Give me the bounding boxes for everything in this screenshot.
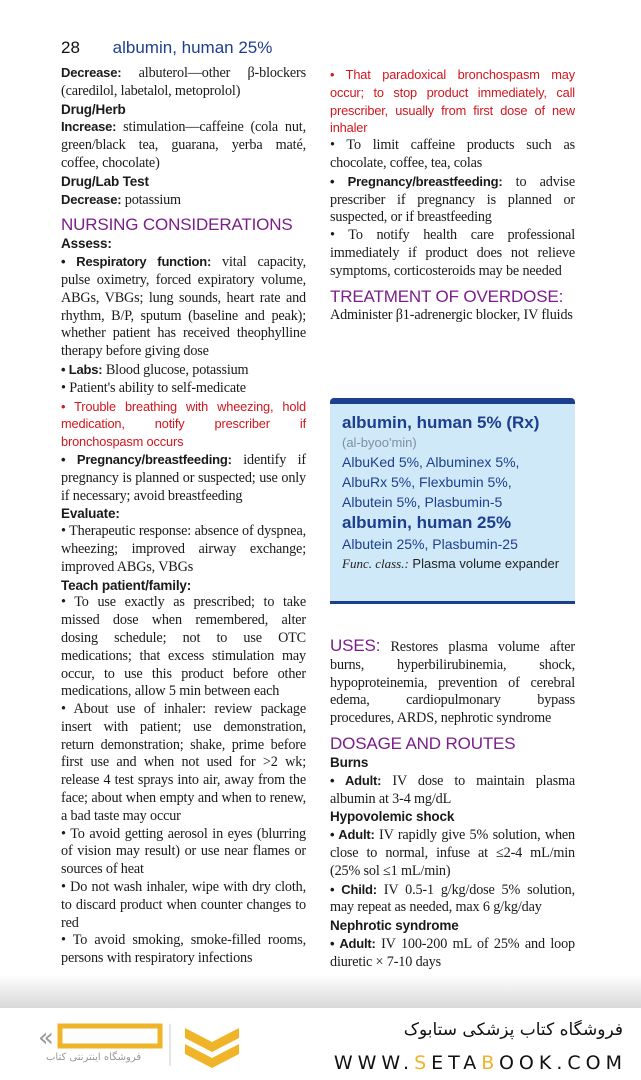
drug-name-secondary: albumin, human 25%: [342, 513, 512, 532]
pronunciation: (al-byoo'min): [342, 435, 417, 450]
trade-names: AlbuKed 5%, Albuminex 5%, AlbuRx 5%, Flexbumin 5%, Albutein 5%, Plasbumin-5: [342, 454, 520, 510]
paragraph-text: • About use of inhaler: review package insert with patient; use demonstration, return demonstration; shake, prime before first use and when not used for >2 wk; release 4 test sprays into air, away from the face; about when empty and when to renew, a bad taste may occur: [61, 701, 306, 824]
paragraph: [330, 173, 575, 227]
paragraph: [61, 253, 306, 361]
setabook-logo: [30, 1020, 250, 1070]
subheading: Nephrotic syndrome: [330, 918, 459, 934]
url-part: ETA: [431, 1052, 482, 1074]
paragraph-text: • Do not wash inhaler, wipe with dry cloth, to discard product when counter changes to red: [61, 879, 306, 931]
paragraph-text: • Patient's ability to self-medicate: [61, 379, 246, 396]
paragraph: [61, 451, 306, 505]
paragraph-text: IV 100-200 mL of 25% and loop diuretic × 7-10 days: [330, 935, 575, 970]
paragraph: [61, 701, 306, 826]
warning-text: • Trouble breathing with wheezing, hold medication, notify prescriber if bronchospasm occurs: [61, 398, 306, 450]
paragraph: [330, 137, 575, 173]
subheading: Evaluate:: [61, 506, 120, 522]
paragraph: [330, 935, 575, 972]
paragraph-lead: USES:: [330, 636, 381, 655]
paragraph-lead: • Pregnancy/breastfeeding:: [61, 451, 232, 467]
paragraph-text: Restores plasma volume after burns, hyperbilirubinemia, shock, hypoproteinemia, prevention of cerebral edema, cardiopulmonary bypass procedures, ARDS, nephrotic syndrome: [330, 639, 575, 727]
section-heading: TREATMENT OF OVERDOSE:: [330, 286, 564, 306]
url-part: OOK.COM: [498, 1052, 627, 1074]
paragraph-lead: • Adult:: [330, 772, 382, 788]
paragraph: [61, 523, 306, 576]
paragraph: [61, 118, 306, 172]
store-name: فروشگاه کتاب پزشکی ستابوک: [403, 1020, 623, 1040]
svg-text:«: «: [38, 1023, 54, 1053]
paragraph-lead: Decrease:: [61, 65, 122, 80]
paragraph-text: vital capacity, pulse oximetry, forced expiratory volume, ABGs, VBGs; lung sounds, heart rate and rhythm, B/P, sputum (baseline and peak); whether patient has received theophylline therapy before giving dose: [61, 254, 306, 360]
right-column-bottom: [330, 636, 575, 972]
paragraph-text: • To avoid smoking, smoke-filled rooms, persons with respiratory infections: [61, 932, 306, 967]
running-title: albumin, human 25%: [112, 38, 273, 57]
paragraph: [330, 881, 575, 918]
paragraph: [330, 772, 575, 809]
paragraph-lead: Increase:: [61, 119, 117, 135]
running-header: [61, 38, 272, 58]
paragraph: [61, 879, 306, 932]
paragraph-text: albuterol—other β-blockers (caredilol, labetalol, metoprolol): [61, 65, 306, 99]
paragraph-text: • To use exactly as prescribed; to take missed dose when remembered, alter dosing schedule; not to use OTC medications; that excess stimulation may occur, to use this product before other medications, allow 5 min between each: [61, 594, 306, 700]
paragraph-lead: • Adult:: [330, 827, 375, 843]
subheading: Drug/Herb: [61, 101, 126, 117]
paragraph-text: identify if pregnancy is planned or suspected; use only if necessary; avoid breastfeeding: [61, 451, 306, 504]
drug-name: albumin, human 5% (Rx): [342, 413, 540, 432]
url-part: B: [481, 1052, 499, 1074]
paragraph-lead: • Adult:: [330, 935, 376, 951]
paragraph-text: Blood glucose, potassium: [102, 361, 249, 378]
paragraph: [330, 826, 575, 880]
warning-text: • That paradoxical bronchospasm may occur; to stop product immediately, call prescriber, usually from first dose of new inhaler: [330, 67, 575, 136]
paragraph-text: to advise prescriber if pregnancy is planned or suspected, or if breastfeeding: [330, 173, 575, 226]
paragraph-text: stimulation—caffeine (cola nut, green/black tea, guarana, yerba maté, coffee, chocolate): [61, 119, 306, 171]
paragraph: [61, 594, 306, 701]
url-part: WWW.: [333, 1052, 415, 1074]
subheading: Teach patient/family:: [61, 577, 192, 593]
paragraph-text: • To limit caffeine products such as chocolate, coffee, tea, colas: [330, 137, 575, 171]
paragraph: [61, 826, 306, 879]
paragraph-text: potassium: [121, 191, 181, 208]
paragraph: [61, 64, 306, 101]
paragraph-lead: • Child:: [330, 881, 377, 897]
functional-class: [342, 554, 563, 573]
paragraph-lead: • Labs:: [61, 361, 103, 377]
paragraph-lead: • Pregnancy/breastfeeding:: [330, 173, 503, 189]
right-column-top: [330, 66, 575, 324]
page-number: 28: [61, 38, 80, 57]
subheading: Assess:: [61, 236, 112, 252]
paragraph-text: IV dose to maintain plasma albumin at 3-4 mg/dL: [330, 772, 575, 807]
paragraph: [330, 307, 575, 325]
store-url[interactable]: [334, 1052, 627, 1074]
section-heading: NURSING CONSIDERATIONS: [61, 215, 293, 235]
paragraph: [61, 361, 306, 380]
paragraph-lead: • Respiratory function:: [61, 254, 212, 270]
subheading: Hypovolemic shock: [330, 809, 455, 825]
paragraph-text: • To notify health care professional immediately if product does not relieve symptoms, corticosteroids may be needed: [330, 227, 575, 279]
func-class-label: Func. class.:: [342, 556, 409, 571]
paragraph-lead: Decrease:: [61, 191, 122, 207]
paragraph-text: • To avoid getting aerosol in eyes (blurring of vision may result) or use near flames or sources of heat: [61, 825, 306, 878]
subheading: Burns: [330, 754, 369, 770]
paragraph-text: Administer β1-adrenergic blocker, IV fluids: [330, 306, 573, 323]
logo-subtitle: فروشگاه اینترنتی کتاب: [46, 1052, 142, 1063]
drug-monograph-box: [330, 398, 575, 604]
paragraph-text: • Therapeutic response: absence of dyspnea, wheezing; improved airway exchange; improved ABGs, VBGs: [61, 523, 306, 575]
paragraph-text: IV rapidly give 5% solution, when close to normal, infuse at ≤2-4 mL/min (25% sol ≤1 mL/min): [330, 827, 576, 879]
subheading: Drug/Lab Test: [61, 173, 149, 189]
page-shadow: [0, 975, 641, 1008]
section-heading: DOSAGE AND ROUTES: [330, 733, 516, 753]
paragraph: [61, 380, 306, 398]
paragraph: [330, 636, 575, 728]
trade-names-secondary: Albutein 25%, Plasbumin-25: [342, 536, 518, 552]
paragraph-text: IV 0.5-1 g/kg/dose 5% solution, may repeat as needed, max 6 g/kg/day: [330, 881, 575, 916]
func-class-value: Plasma volume expander: [408, 556, 560, 571]
store-footer: [0, 1008, 641, 1080]
paragraph: [61, 191, 306, 210]
left-column: [61, 64, 306, 968]
paragraph: [61, 932, 306, 968]
paragraph: [330, 227, 575, 280]
url-part: S: [414, 1052, 432, 1074]
